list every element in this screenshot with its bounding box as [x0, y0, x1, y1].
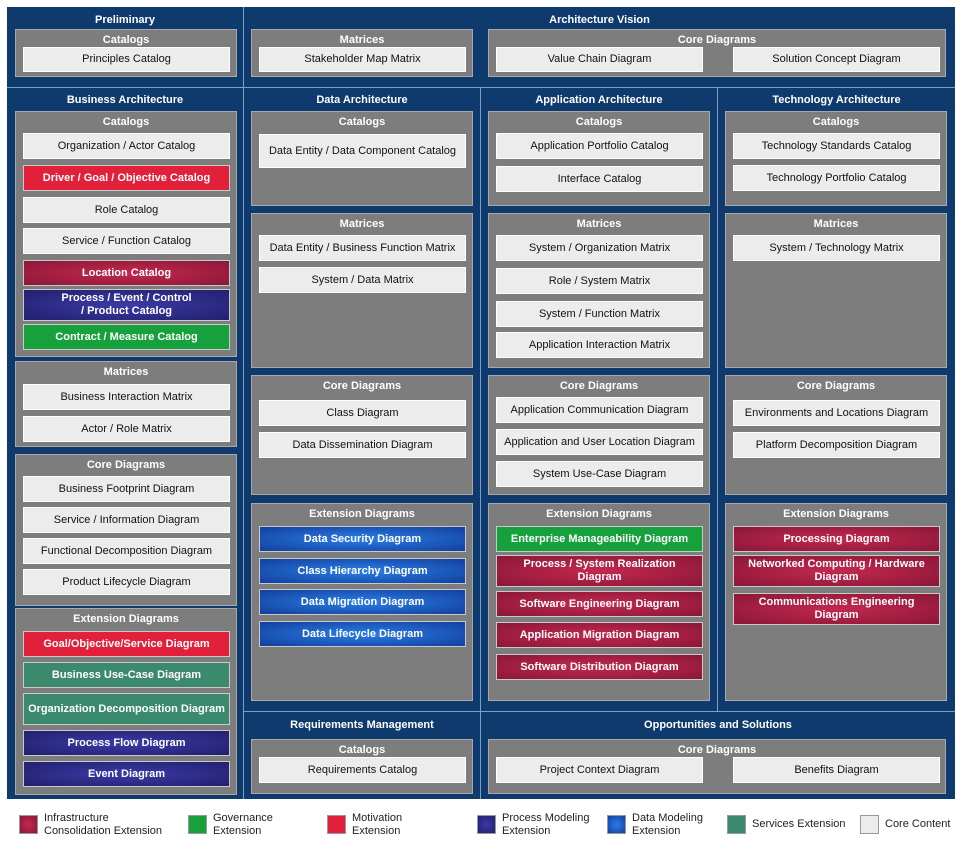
legend-label: Core Content — [885, 818, 951, 830]
section-opportunities-solutions — [481, 712, 955, 799]
section-preliminary — [7, 7, 243, 87]
data-migration-diagram[interactable]: Data Migration Diagram — [259, 589, 466, 615]
legend-swatch — [607, 815, 626, 834]
legend-label: Infrastructure Consolidation Extension — [44, 812, 163, 837]
legend-item-process-modeling — [477, 812, 602, 838]
role-catalog[interactable]: Role Catalog — [23, 197, 230, 223]
section-title: Opportunities and Solutions — [644, 719, 792, 731]
section-business-architecture — [7, 87, 243, 799]
class-diagram[interactable]: Class Diagram — [259, 400, 466, 426]
group-title: Extension Diagrams — [546, 508, 652, 520]
location-catalog[interactable]: Location Catalog — [23, 260, 230, 286]
stakeholder-map-matrix[interactable]: Stakeholder Map Matrix — [259, 47, 466, 72]
group-title: Catalogs — [812, 116, 860, 128]
class-hierarchy-diagram[interactable]: Class Hierarchy Diagram — [259, 558, 466, 584]
legend-swatch — [188, 815, 207, 834]
section-title: Application Architecture — [535, 94, 663, 106]
enterprise-manageability-diagram[interactable]: Enterprise Manageability Diagram — [496, 526, 703, 552]
application-portfolio-catalog[interactable]: Application Portfolio Catalog — [496, 133, 703, 159]
group-catalogs — [251, 739, 473, 794]
service-function-catalog[interactable]: Service / Function Catalog — [23, 228, 230, 254]
group-core-diagrams — [488, 739, 946, 794]
section-title: Architecture Vision — [549, 14, 650, 26]
project-context-diagram[interactable]: Project Context Diagram — [496, 757, 703, 783]
legend-swatch — [727, 815, 746, 834]
legend-label: Motivation Extension — [352, 812, 403, 837]
section-title: Preliminary — [95, 14, 155, 26]
legend-swatch — [860, 815, 879, 834]
data-lifecycle-diagram[interactable]: Data Lifecycle Diagram — [259, 621, 466, 647]
group-matrices — [488, 213, 710, 368]
data-security-diagram[interactable]: Data Security Diagram — [259, 526, 466, 552]
section-application-architecture — [481, 87, 717, 711]
group-title: Catalogs — [338, 116, 386, 128]
system-function-matrix[interactable]: System / Function Matrix — [496, 301, 703, 327]
group-core-diagrams — [488, 29, 946, 77]
legend-item-data-modeling — [607, 812, 722, 838]
group-title: Matrices — [339, 34, 385, 46]
contract-measure-catalog[interactable]: Contract / Measure Catalog — [23, 324, 230, 350]
group-extension-diagrams — [725, 503, 947, 701]
group-core-diagrams — [15, 454, 237, 606]
goal-objective-service-diagram[interactable]: Goal/Objective/Service Diagram — [23, 631, 230, 657]
processing-diagram[interactable]: Processing Diagram — [733, 526, 940, 552]
networked-computing-hardware-diagram[interactable]: Networked Computing / Hardware Diagram — [733, 555, 940, 587]
group-core-diagrams — [251, 375, 473, 495]
section-technology-architecture — [718, 87, 955, 711]
group-matrices — [251, 29, 473, 77]
group-title: Core Diagrams — [86, 459, 166, 471]
data-dissemination-diagram[interactable]: Data Dissemination Diagram — [259, 432, 466, 458]
legend-item-core-content — [860, 812, 960, 838]
group-title: Core Diagrams — [322, 380, 402, 392]
actor-role-matrix[interactable]: Actor / Role Matrix — [23, 416, 230, 442]
platform-decomposition-diagram[interactable]: Platform Decomposition Diagram — [733, 432, 940, 458]
benefits-diagram[interactable]: Benefits Diagram — [733, 757, 940, 783]
group-catalogs — [15, 29, 237, 77]
legend-item-services — [727, 812, 852, 838]
item-label: Process / Event / Control / Product Catalog — [61, 292, 192, 317]
system-organization-matrix[interactable]: System / Organization Matrix — [496, 235, 703, 261]
group-title: Matrices — [576, 218, 622, 230]
environments-locations-diagram[interactable]: Environments and Locations Diagram — [733, 400, 940, 426]
section-data-architecture — [244, 87, 480, 711]
role-system-matrix[interactable]: Role / System Matrix — [496, 268, 703, 294]
technology-portfolio-catalog[interactable]: Technology Portfolio Catalog — [733, 165, 940, 191]
process-flow-diagram[interactable]: Process Flow Diagram — [23, 730, 230, 756]
process-system-realization-diagram[interactable]: Process / System Realization Diagram — [496, 555, 703, 587]
group-matrices — [15, 361, 237, 447]
group-extension-diagrams — [488, 503, 710, 701]
product-lifecycle-diagram[interactable]: Product Lifecycle Diagram — [23, 569, 230, 595]
group-extension-diagrams — [15, 608, 237, 795]
system-technology-matrix[interactable]: System / Technology Matrix — [733, 235, 940, 261]
business-footprint-diagram[interactable]: Business Footprint Diagram — [23, 476, 230, 502]
content-framework-board — [7, 7, 955, 799]
driver-goal-objective-catalog[interactable]: Driver / Goal / Objective Catalog — [23, 165, 230, 191]
group-catalogs — [251, 111, 473, 206]
group-title: Catalogs — [575, 116, 623, 128]
application-interaction-matrix[interactable]: Application Interaction Matrix — [496, 332, 703, 358]
group-title: Catalogs — [102, 34, 150, 46]
service-information-diagram[interactable]: Service / Information Diagram — [23, 507, 230, 533]
business-interaction-matrix[interactable]: Business Interaction Matrix — [23, 384, 230, 410]
system-use-case-diagram[interactable]: System Use-Case Diagram — [496, 461, 703, 487]
group-title: Extension Diagrams — [783, 508, 889, 520]
group-title: Core Diagrams — [796, 380, 876, 392]
legend-item-motivation — [327, 812, 447, 838]
communications-engineering-diagram[interactable]: Communications Engineering Diagram — [733, 593, 940, 625]
legend-item-governance — [188, 812, 308, 838]
group-title: Catalogs — [338, 744, 386, 756]
group-matrices — [251, 213, 473, 368]
application-migration-diagram[interactable]: Application Migration Diagram — [496, 622, 703, 648]
data-entity-data-component-catalog[interactable]: Data Entity / Data Component Catalog — [259, 134, 466, 168]
legend-swatch — [477, 815, 496, 834]
legend-label: Governance Extension — [213, 812, 273, 837]
software-engineering-diagram[interactable]: Software Engineering Diagram — [496, 591, 703, 617]
organization-actor-catalog[interactable]: Organization / Actor Catalog — [23, 133, 230, 159]
section-title: Data Architecture — [316, 94, 408, 106]
section-title: Business Architecture — [66, 94, 184, 106]
section-requirements-management — [244, 712, 480, 799]
group-core-diagrams — [725, 375, 947, 495]
group-title: Matrices — [103, 366, 149, 378]
principles-catalog[interactable]: Principles Catalog — [23, 47, 230, 72]
functional-decomposition-diagram[interactable]: Functional Decomposition Diagram — [23, 538, 230, 564]
group-core-diagrams — [488, 375, 710, 495]
group-title: Core Diagrams — [559, 380, 639, 392]
group-extension-diagrams — [251, 503, 473, 701]
group-title: Core Diagrams — [677, 34, 757, 46]
legend-label: Data Modeling Extension — [632, 812, 703, 837]
interface-catalog[interactable]: Interface Catalog — [496, 166, 703, 192]
data-entity-business-function-matrix[interactable]: Data Entity / Business Function Matrix — [259, 235, 466, 261]
software-distribution-diagram[interactable]: Software Distribution Diagram — [496, 654, 703, 680]
legend-item-infrastructure — [19, 812, 179, 838]
requirements-catalog[interactable]: Requirements Catalog — [259, 757, 466, 783]
group-title: Catalogs — [102, 116, 150, 128]
group-title: Matrices — [339, 218, 385, 230]
business-use-case-diagram[interactable]: Business Use-Case Diagram — [23, 662, 230, 688]
value-chain-diagram[interactable]: Value Chain Diagram — [496, 47, 703, 72]
solution-concept-diagram[interactable]: Solution Concept Diagram — [733, 47, 940, 72]
application-user-location-diagram[interactable]: Application and User Location Diagram — [496, 429, 703, 455]
process-event-control-product-catalog[interactable] — [23, 289, 230, 321]
section-architecture-vision — [244, 7, 955, 87]
legend-swatch — [19, 815, 38, 834]
group-matrices — [725, 213, 947, 368]
group-title: Matrices — [813, 218, 859, 230]
legend-swatch — [327, 815, 346, 834]
organization-decomposition-diagram[interactable]: Organization Decomposition Diagram — [23, 693, 230, 725]
application-communication-diagram[interactable]: Application Communication Diagram — [496, 397, 703, 423]
group-title: Extension Diagrams — [73, 613, 179, 625]
system-data-matrix[interactable]: System / Data Matrix — [259, 267, 466, 293]
group-catalogs — [488, 111, 710, 206]
technology-standards-catalog[interactable]: Technology Standards Catalog — [733, 133, 940, 159]
group-title: Core Diagrams — [677, 744, 757, 756]
section-title: Requirements Management — [290, 719, 434, 731]
event-diagram[interactable]: Event Diagram — [23, 761, 230, 787]
legend-label: Process Modeling Extension — [502, 812, 590, 837]
group-catalogs — [15, 111, 237, 357]
section-title: Technology Architecture — [772, 94, 901, 106]
group-catalogs — [725, 111, 947, 206]
group-title: Extension Diagrams — [309, 508, 415, 520]
legend-label: Services Extension — [752, 818, 846, 830]
